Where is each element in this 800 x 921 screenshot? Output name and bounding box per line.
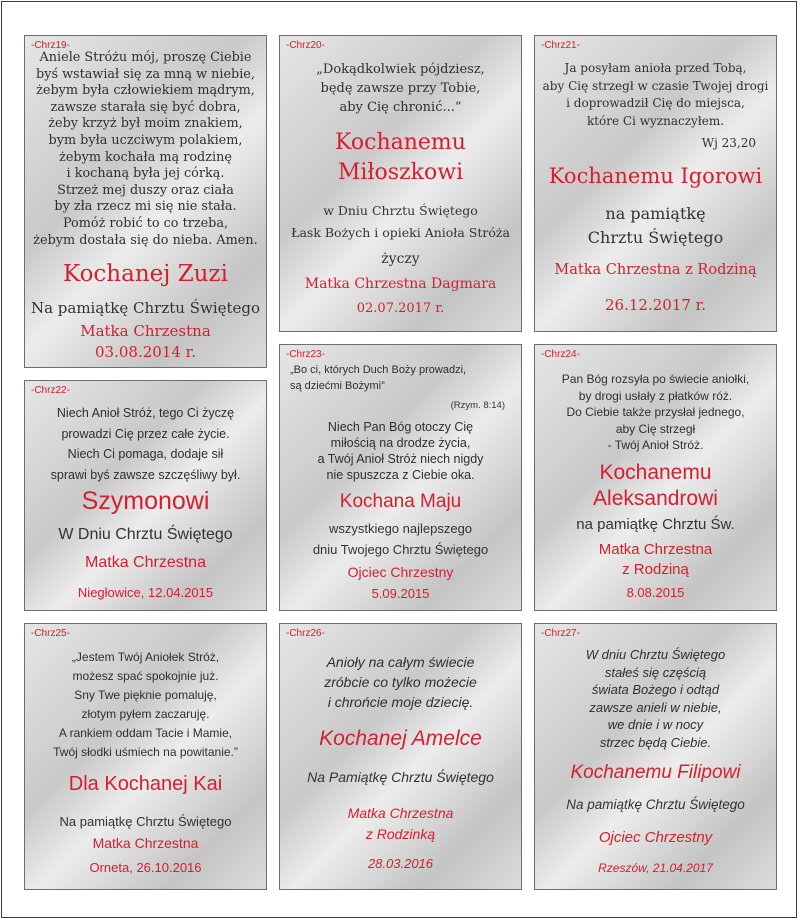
plate-chrz20 bbox=[279, 35, 522, 332]
quote-text bbox=[290, 362, 521, 394]
poem-line: Twój słodki uśmiech na powitanie.” bbox=[53, 745, 238, 759]
poem-line: i chrońcie moje dziecię. bbox=[327, 694, 474, 710]
quote-line: są dziećmi Bożymi” bbox=[290, 380, 385, 392]
occasion-text: na pamiątkę Chrztu Św. bbox=[576, 516, 735, 533]
giver-line: Matka Chrzestna bbox=[598, 541, 713, 558]
poem-line: Pan Bóg rozsyła po świecie aniołki, bbox=[561, 372, 750, 386]
plate-chrz24 bbox=[534, 344, 777, 611]
plate-code: -Chrz27- bbox=[541, 628, 580, 639]
poem-line: by drogi usłały z płatków róż. bbox=[578, 388, 733, 403]
plate-poem bbox=[535, 371, 776, 454]
poem-line: Ja posyłam anioła przed Tobą, bbox=[564, 61, 747, 75]
poem-line: by zła rzecz mi się nie stała. bbox=[54, 199, 237, 215]
recipient-name: Dla Kochanej Kai bbox=[68, 773, 223, 795]
name-line: Miłoszkowi bbox=[337, 160, 464, 185]
plate-chrz27 bbox=[534, 623, 777, 890]
occasion-line: na pamiątkę bbox=[605, 204, 706, 223]
poem-line: Strzeż mej duszy oraz ciała bbox=[57, 182, 234, 198]
plate-chrz26 bbox=[279, 623, 522, 890]
giver-text: Matka Chrzestna Dagmara bbox=[304, 276, 497, 292]
plate-poem bbox=[535, 646, 776, 751]
occasion-text: Na pamiątkę Chrztu Świętego bbox=[566, 797, 745, 812]
plate-chrz23 bbox=[279, 344, 522, 611]
giver-line: z Rodziną bbox=[622, 561, 689, 578]
name-line: Kochanemu bbox=[599, 461, 712, 484]
poem-line: żeby krzyż był moim znakiem, bbox=[48, 116, 243, 132]
date-text: Niegłowice, 12.04.2015 bbox=[77, 585, 214, 600]
date-text: 02.07.2017 r. bbox=[356, 301, 445, 316]
poem-line: świata Bożego i odtąd bbox=[591, 682, 720, 697]
recipient-name bbox=[280, 128, 521, 188]
poem-line: Sny Twe pięknie pomaluję, bbox=[74, 688, 217, 702]
poem-line: - Twój Anioł Stróż. bbox=[607, 438, 704, 452]
poem-line: A rankiem oddam Tacie i Mamie, bbox=[58, 726, 233, 740]
quote-line: „Bo ci, których Duch Boży prowadzi, bbox=[290, 364, 467, 376]
poem-line: Niech Ci pomaga, dodaje sił bbox=[67, 447, 224, 461]
plate-code: -Chrz25- bbox=[31, 628, 70, 639]
plate-code: -Chrz19- bbox=[31, 40, 70, 51]
poem-line: byś wstawiał się za mną w niebie, bbox=[36, 66, 255, 82]
poem-line: prowadzi Cię przez całe życie. bbox=[61, 426, 230, 441]
poem-line: Aniele Stróżu mój, proszę Ciebie bbox=[39, 50, 252, 65]
poem-line: Anioły na całym świecie bbox=[326, 654, 475, 670]
date-text: Rzeszów, 21.04.2017 bbox=[598, 861, 713, 875]
date-text: Orneta, 26.10.2016 bbox=[89, 860, 202, 875]
plate-poem bbox=[25, 403, 266, 485]
poem-line: będę zawsze przy Tobie, bbox=[320, 81, 481, 96]
occasion-text: Na Pamiątkę Chrztu Świętego bbox=[307, 769, 494, 785]
poem-line: żebym była człowiekiem mądrym, bbox=[36, 83, 255, 99]
plate-chrz19 bbox=[24, 35, 267, 368]
occasion-line: w Dniu Chrztu Świętego bbox=[323, 203, 478, 218]
occasion-text bbox=[535, 202, 776, 250]
occasion-line: dniu Twojego Chrztu Świętego bbox=[312, 542, 489, 557]
poem-line: miłością na drodze życia, bbox=[330, 436, 471, 450]
poem-line: zawsze starała się być dobra, bbox=[50, 99, 241, 115]
poem-line: nie spuszcza z Ciebie oka. bbox=[326, 468, 475, 482]
poem-line: Niech Pan Bóg otoczy Cię bbox=[327, 420, 474, 434]
poem-line: aby Cię chronić...” bbox=[339, 100, 462, 115]
plate-poem bbox=[280, 419, 521, 483]
plate-chrz22 bbox=[24, 380, 267, 611]
poem-line: możesz spać spokojnie już. bbox=[72, 669, 219, 683]
giver-line: Matka Chrzestna bbox=[347, 805, 454, 821]
poem-line: we dnie i w nocy bbox=[607, 717, 704, 732]
poem-line: Pomóż robić to co trzeba, bbox=[62, 215, 229, 231]
recipient-name: Kochanemu Filipowi bbox=[570, 762, 741, 783]
poem-line: aby Cię strzegł w czasie Twojej drogi bbox=[542, 78, 769, 93]
giver-text: Ojciec Chrzestny bbox=[347, 564, 454, 580]
plate-code: -Chrz23- bbox=[286, 349, 325, 360]
plate-poem bbox=[25, 648, 266, 762]
poem-line: aby Cię strzegł bbox=[615, 421, 696, 436]
occasion-line: Chrztu Świętego bbox=[587, 228, 724, 247]
poem-line: a Twój Anioł Stróż niech nigdy bbox=[317, 452, 484, 466]
occasion-line: życzy bbox=[381, 251, 420, 267]
scripture-reference: Wj 23,20 bbox=[701, 136, 756, 150]
date-text: 28.03.2016 bbox=[367, 856, 434, 871]
date-text: 26.12.2017 r. bbox=[605, 296, 706, 314]
giver-text bbox=[280, 803, 521, 845]
occasion-line: wszystkiego najlepszego bbox=[328, 521, 473, 536]
occasion-text bbox=[280, 200, 521, 270]
poem-line: zawsze anieli w niebie, bbox=[589, 699, 722, 715]
recipient-name: Kochanej Amelce bbox=[319, 727, 482, 750]
poem-line: „Jestem Twój Aniołek Stróż, bbox=[71, 650, 220, 664]
poem-line: „Dokądkolwiek pójdziesz, bbox=[316, 62, 485, 77]
poem-line: które Ci wyznaczyłem. bbox=[586, 113, 725, 128]
poem-line: i kochaną była jej córką. bbox=[66, 166, 225, 182]
plate-code: -Chrz26- bbox=[286, 628, 325, 639]
giver-text: Ojciec Chrzestny bbox=[598, 829, 713, 846]
giver-text bbox=[535, 540, 776, 580]
date-text: 5.09.2015 bbox=[371, 586, 430, 601]
recipient-name: Kochana Maju bbox=[339, 491, 462, 512]
giver-line: z Rodzinką bbox=[365, 826, 436, 842]
name-line: Aleksandrowi bbox=[593, 487, 718, 510]
recipient-name bbox=[535, 460, 776, 512]
occasion-line: Łask Bożych i opieki Anioła Stróża bbox=[291, 225, 510, 240]
scripture-reference: (Rzym. 8:14) bbox=[450, 400, 505, 411]
poem-line: stałeś się częścią bbox=[604, 664, 707, 680]
occasion-text: Na pamiątkę Chrztu Świętego bbox=[59, 814, 232, 829]
plate-poem bbox=[535, 60, 776, 130]
poem-line: W dniu Chrztu Świętego bbox=[585, 647, 726, 662]
poem-line: żebym dostała się do nieba. Amen. bbox=[33, 232, 258, 248]
poem-line: Niech Anioł Stróż, tego Ci życzę bbox=[56, 406, 235, 420]
name-line: Kochanemu bbox=[335, 130, 466, 155]
date-text: 03.08.2014 r. bbox=[95, 343, 196, 361]
poem-line: i doprowadził Cię do miejsca, bbox=[566, 96, 745, 110]
giver-text: Matka Chrzestna bbox=[85, 554, 206, 571]
recipient-name: Kochanemu Igorowi bbox=[548, 164, 763, 188]
occasion-text: Na pamiątkę Chrztu Świętego bbox=[30, 299, 261, 317]
plate-poem bbox=[280, 652, 521, 712]
occasion-text bbox=[280, 518, 521, 560]
poem-line: bym była uczciwym polakiem, bbox=[48, 132, 243, 148]
plate-chrz21 bbox=[534, 35, 777, 332]
plate-code: -Chrz24- bbox=[541, 349, 580, 360]
plate-chrz25 bbox=[24, 623, 267, 890]
recipient-name: Kochanej Zuzi bbox=[63, 261, 228, 287]
poem-line: zróbcie co tylko możecie bbox=[324, 674, 477, 690]
date-text: 8.08.2015 bbox=[626, 585, 685, 600]
poem-line: strzec będą Ciebie. bbox=[599, 734, 712, 750]
plate-code: -Chrz22- bbox=[31, 385, 70, 396]
plate-poem bbox=[280, 60, 521, 117]
poem-line: żebym kochała mą rodzinę bbox=[59, 149, 232, 165]
giver-text: Matka Chrzestna bbox=[92, 835, 199, 851]
plate-poem bbox=[25, 50, 266, 249]
occasion-text: W Dniu Chrztu Świętego bbox=[58, 526, 233, 543]
giver-text: Matka Chrzestna bbox=[80, 322, 211, 340]
recipient-name: Szymonowi bbox=[81, 487, 210, 515]
poem-line: Do Ciebie także przysłał jednego, bbox=[566, 405, 745, 419]
poem-line: sprawi byś zawsze szczęśliwy był. bbox=[50, 467, 241, 482]
poem-line: złotym pyłem zaczaruję. bbox=[81, 707, 210, 721]
plate-code: -Chrz21- bbox=[541, 40, 580, 51]
giver-text: Matka Chrzestna z Rodziną bbox=[554, 262, 757, 278]
plate-code: -Chrz20- bbox=[286, 40, 325, 51]
